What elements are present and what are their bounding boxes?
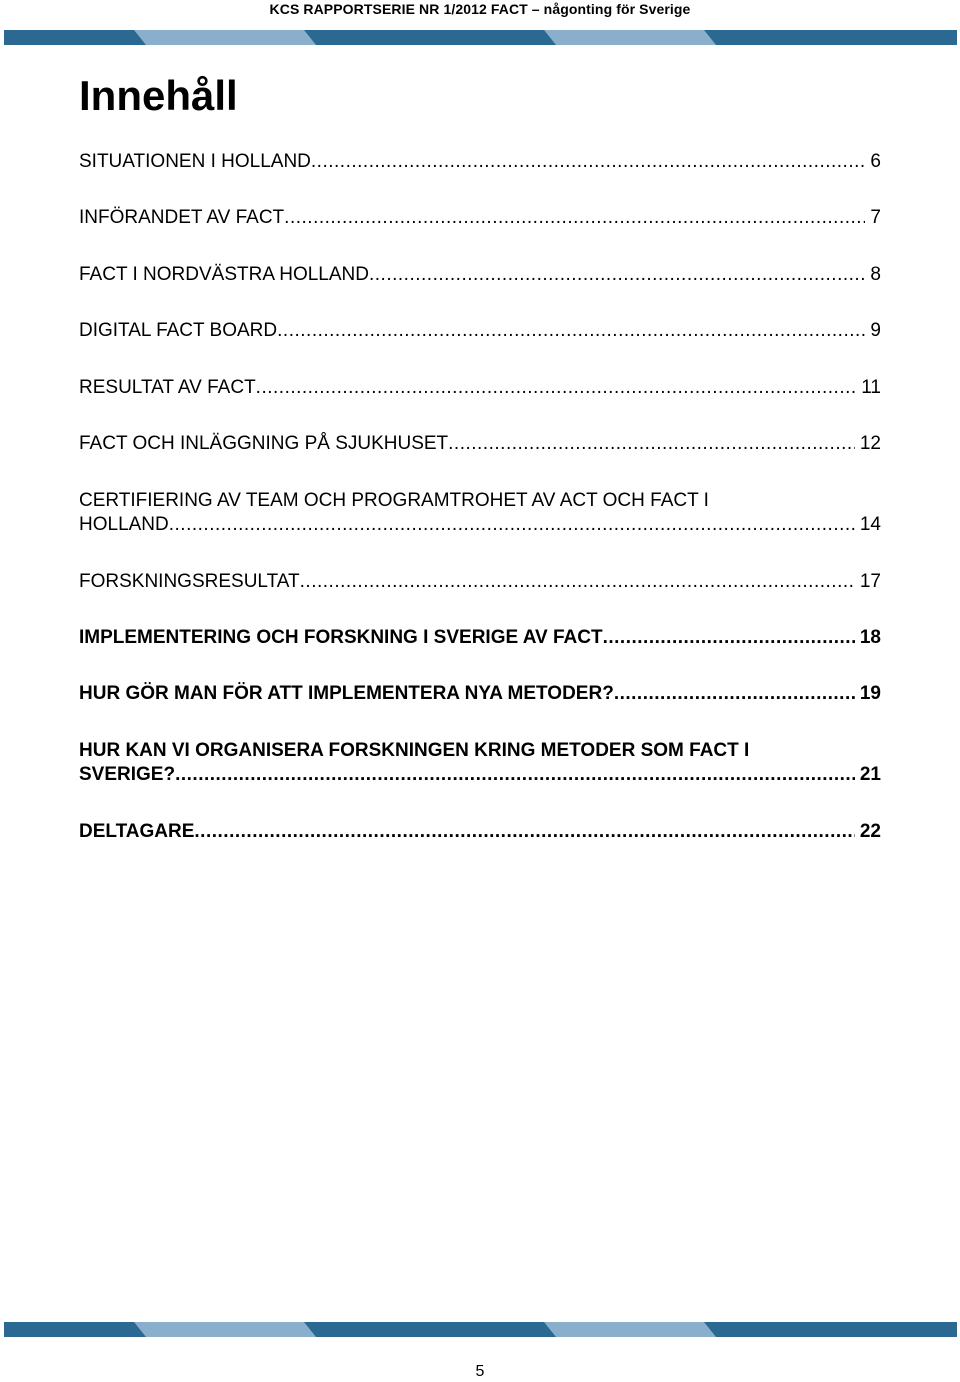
toc-entry[interactable]	[79, 432, 881, 456]
toc-entry-title: HOLLAND	[79, 514, 169, 535]
toc-entry[interactable]	[79, 206, 881, 230]
toc-entry-page: 12	[859, 433, 881, 454]
dot-leader	[614, 682, 855, 706]
toc-entry-title: FACT OCH INLÄGGNING PÅ SJUKHUSET	[79, 433, 449, 454]
toc-entry[interactable]	[79, 739, 881, 787]
toc-entry-title: IMPLEMENTERING OCH FORSKNING I SVERIGE AV FACT	[79, 627, 603, 648]
toc-entry-page: 8	[870, 264, 881, 285]
dot-leader	[300, 570, 855, 594]
footer-stripe-band	[4, 1322, 957, 1337]
toc-entry-title: SVERIGE?	[79, 764, 176, 785]
toc-entry-page: 21	[859, 764, 881, 785]
toc-entry-title: FACT I NORDVÄSTRA HOLLAND	[79, 264, 369, 285]
toc-entry-title: INFÖRANDET AV FACT	[79, 207, 285, 228]
dot-leader	[603, 626, 855, 650]
toc-entry-page: 17	[859, 571, 881, 592]
dot-leader	[169, 513, 855, 537]
dot-leader	[277, 319, 865, 343]
toc-entry-title: FORSKNINGSRESULTAT	[79, 571, 300, 592]
toc-entry[interactable]	[79, 489, 881, 537]
page-number: 5	[475, 1363, 485, 1380]
toc-entry[interactable]	[79, 150, 881, 174]
toc-entry-page: 9	[870, 320, 881, 341]
dot-leader	[448, 432, 855, 456]
dot-leader	[256, 376, 857, 400]
toc-entry-title: SITUATIONEN I HOLLAND	[79, 151, 311, 172]
toc-entry[interactable]	[79, 820, 881, 844]
toc-entry-page: 6	[870, 151, 881, 172]
toc-entry-first-line: CERTIFIERING AV TEAM OCH PROGRAMTROHET AV ACT OCH FACT I	[79, 490, 709, 511]
toc-entry[interactable]	[79, 626, 881, 650]
dot-leader	[311, 150, 866, 174]
dot-leader	[369, 263, 865, 287]
toc-entry-page: 11	[861, 377, 881, 398]
toc-entry-first-line: HUR KAN VI ORGANISERA FORSKNINGEN KRING METODER SOM FACT I	[79, 740, 750, 761]
toc-entry[interactable]	[79, 263, 881, 287]
toc-entry-page: 19	[859, 683, 881, 704]
running-header: KCS RAPPORTSERIE NR 1/2012 FACT – någonting för Sverige	[269, 1, 691, 17]
toc-entry-title: RESULTAT AV FACT	[79, 377, 256, 398]
toc-entry-page: 14	[859, 514, 881, 535]
toc-entry-page: 22	[859, 821, 881, 842]
toc-entry[interactable]	[79, 319, 881, 343]
toc-entry-title: DIGITAL FACT BOARD	[79, 320, 278, 341]
dot-leader	[194, 820, 854, 844]
header-stripe-band	[4, 30, 957, 45]
toc-entry[interactable]	[79, 682, 881, 706]
toc-entry-title: DELTAGARE	[79, 821, 195, 842]
toc-entry[interactable]	[79, 376, 881, 400]
toc-entry[interactable]	[79, 570, 881, 594]
toc-entry-page: 18	[859, 627, 881, 648]
toc-entry-title: HUR GÖR MAN FÖR ATT IMPLEMENTERA NYA METODER?	[79, 683, 614, 704]
dot-leader	[175, 763, 855, 787]
toc-entry-page: 7	[870, 207, 881, 228]
dot-leader	[284, 206, 865, 230]
page-title: Innehåll	[79, 72, 238, 119]
